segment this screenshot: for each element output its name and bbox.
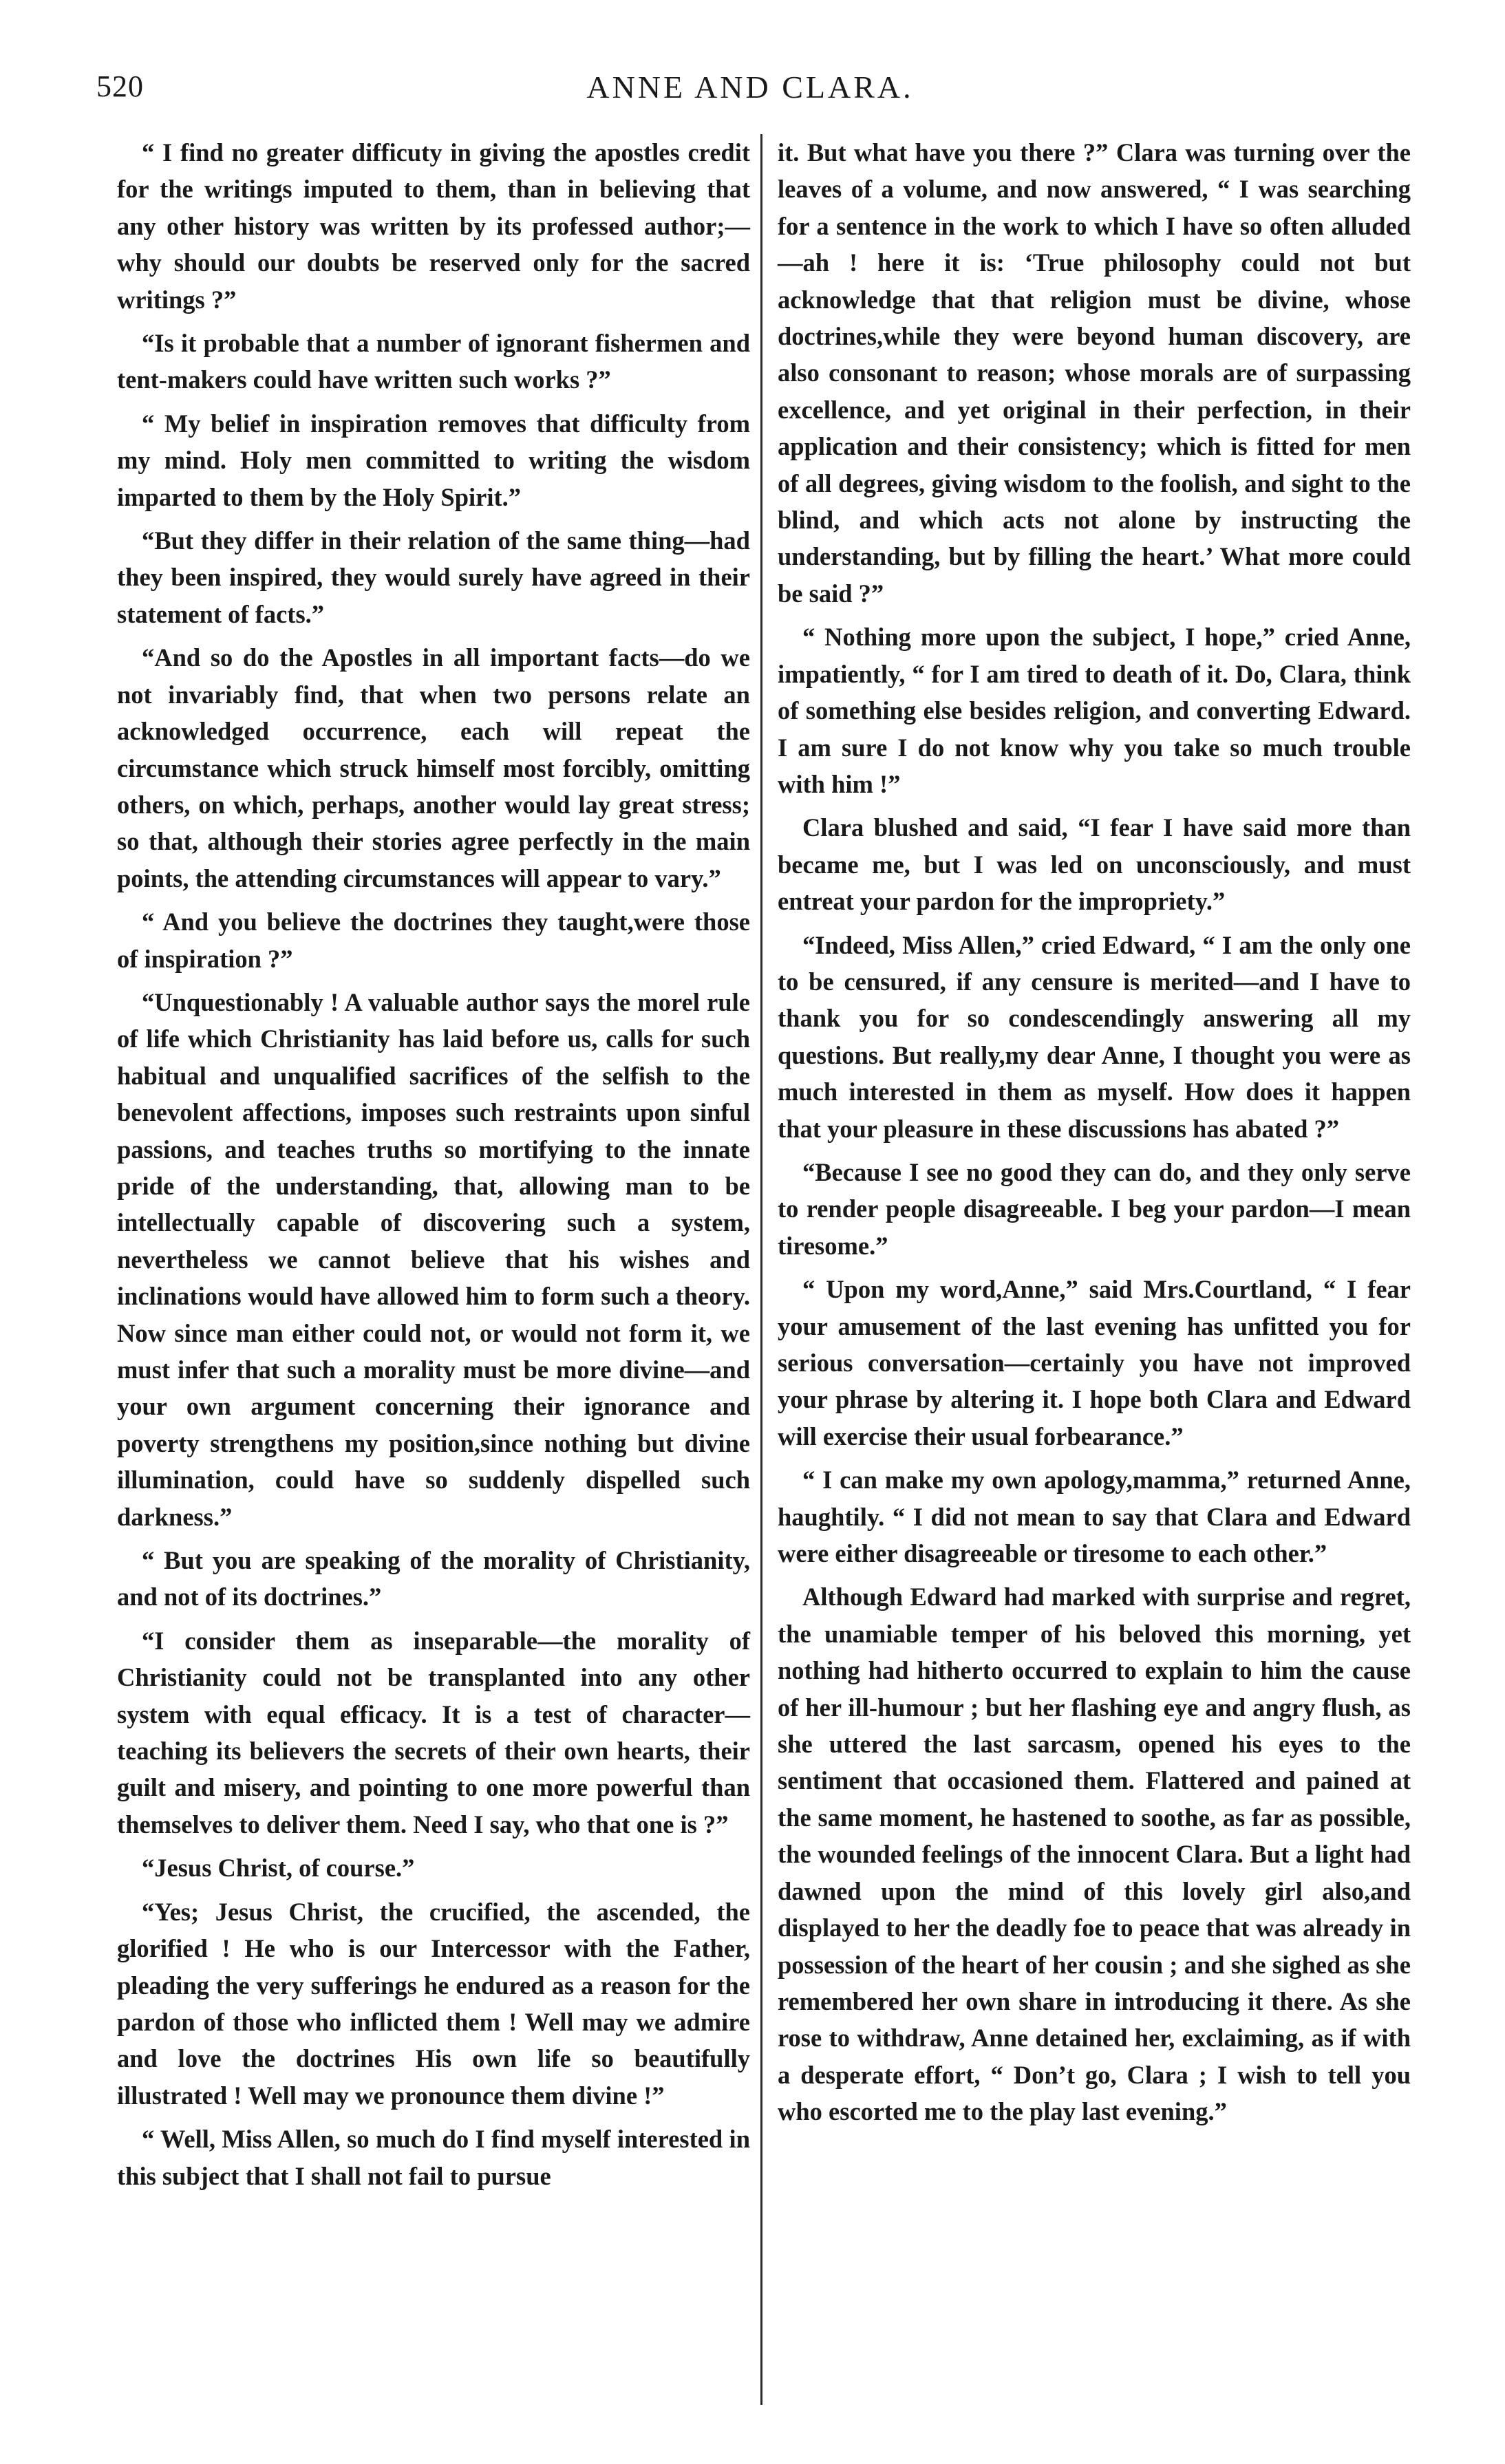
paragraph: Although Edward had marked with surprise and regret, the unamiable temper of his beloved this morning, yet nothing had hitherto occurred to explain to him the cause of her ill-humour ; but her flashing eye and angry flush, as she uttered the last sarcasm, opened his eyes to the sentiment that occasioned them. Flattered and pained at the same moment, he hastened to soothe, as far as possible, the wounded feelings of the innocent Clara. But a light had dawned upon the mind of this lovely girl also,and displayed to her the deadly foe to peace that was already in possession of the heart of her cousin ; and she sighed as she remembered her own share in introducing it there. As she rose to withdraw, Anne detained her, exclaiming, as if with a desperate effort, “ Don’t go, Clara ; I wish to tell you who escorted me to the play last evening.” bbox=[778, 1583, 1411, 2126]
paragraph: “ Well, Miss Allen, so much do I find myself interested in this subject that I shall not fail to pursue bbox=[117, 2125, 750, 2190]
paragraph: “I consider them as inseparable—the morality of Christianity could not be transplanted into any other system with equal efficacy. It is a test of character—teaching its believers the secrets of their own hearts, their guilt and misery, and pointing to one more powerful than themselves to deliver them. Need I say, who that one is ?” bbox=[117, 1626, 750, 1839]
paragraph: “ My belief in inspiration removes that difficulty from my mind. Holy men committed to writing the wisdom imparted to them by the Holy Spirit.” bbox=[117, 409, 750, 511]
paragraph: Clara blushed and said, “I fear I have said more than became me, but I was led on unconsciously, and must entreat your pardon for the impropriety.” bbox=[778, 813, 1411, 916]
paragraph: “Because I see no good they can do, and they only serve to render people disagreeable. I beg your pardon—I mean tiresome.” bbox=[778, 1157, 1411, 1260]
paragraph: “Is it probable that a number of ignorant fishermen and tent-makers could have written such works ?” bbox=[117, 329, 750, 394]
paragraph: “ Upon my word,Anne,” said Mrs.Courtland, “ I fear your amusement of the last evening has unfitted you for serious conversation—certainly you have not improved your phrase by altering it. I hope both Clara and Edward will exercise their usual forbearance.” bbox=[778, 1275, 1411, 1450]
paragraph: “And so do the Apostles in all important facts—do we not invariably find, that when two persons relate an acknowledged occurrence, each will repeat the circumstance which struck himself most forcibly, omitting others, on which, perhaps, another would lay great stress; so that, although their stories agree perfectly in the main points, the attending circumstances will appear to vary.” bbox=[117, 643, 750, 892]
paragraph: “Unquestionably ! A valuable author says the morel rule of life which Christianity has laid before us, calls for such habitual and unqualified sacrifices of the selfish to the benevolent affections, imposes such restraints upon sinful passions, and teaches truths so mortifying to the innate pride of the understanding, that, allowing man to be intellectually capable of discovering such a system, nevertheless we cannot believe that his wishes and inclinations would have allowed him to form such a theory. Now since man either could not, or would not form it, we must infer that such a morality must be more divine—and your own argument concerning their ignorance and poverty strengthens my position,since nothing but divine illumination, could have so suddenly dispelled such darkness.” bbox=[117, 987, 750, 1531]
paragraph: “ And you believe the doctrines they taught,were those of inspiration ?” bbox=[117, 908, 750, 973]
paragraph: “Jesus Christ, of course.” bbox=[142, 1854, 415, 1883]
running-title: ANNE AND CLARA. bbox=[586, 69, 914, 105]
paragraph: “ I find no greater difficuty in giving the apostles credit for the writings imputed to them, than in believing that any other history was written by its professed author;—why should our doubts be reserved only for the sacred writings ?” bbox=[117, 138, 750, 314]
left-column bbox=[117, 134, 750, 2201]
paragraph: “Yes; Jesus Christ, the crucified, the ascended, the glorified ! He who is our Intercessor with the Father, pleading the very sufferings he endured as a reason for the pardon of those who inflicted them ! Well may we admire and love the doctrines His own life so beautifully illustrated ! Well may we pronounce them divine !” bbox=[117, 1897, 750, 2110]
paragraph: “Indeed, Miss Allen,” cried Edward, “ I am the only one to be censured, if any censure is merited—and I have to thank you for so condescendingly answering all my questions. But really,my dear Anne, I thought you were as much interested in them as myself. How does it happen that your pleasure in these discussions has abated ?” bbox=[778, 930, 1411, 1143]
page-number: 520 bbox=[96, 69, 144, 103]
page-header bbox=[96, 69, 1404, 117]
paragraph: “ Nothing more upon the subject, I hope,” cried Anne, impatiently, “ for I am tired to death of it. Do, Clara, think of something else besides religion, and converting Edward. I am sure I do not know why you take so much trouble with him !” bbox=[778, 623, 1411, 798]
paragraph: “But they differ in their relation of the same thing—had they been inspired, they would surely have agreed in their statement of facts.” bbox=[117, 526, 750, 628]
column-divider bbox=[760, 134, 762, 2405]
paragraph: “ I can make my own apology,mamma,” returned Anne, haughtily. “ I did not mean to say that Clara and Edward were either disagreeable or tiresome to each other.” bbox=[778, 1466, 1411, 1568]
paragraph-continued: it. But what have you there ?” Clara was turning over the leaves of a volume, and now answered, “ I was searching for a sentence in the work to which I have so often alluded—ah ! here it is: ‘True philosophy could not but acknowledge that that religion must be divine, whose doctrines,while they were beyond human discovery, are also consonant to reason; whose morals are of surpassing excellence, and yet original in their perfection, in their application and their consistency; which is fitted for men of all degrees, giving wisdom to the foolish, and sight to the blind, and which acts not alone by instructing the understanding, but by filling the heart.’ What more could be said ?” bbox=[778, 138, 1411, 608]
paragraph: “ But you are speaking of the morality of Christianity, and not of its doctrines.” bbox=[117, 1546, 750, 1611]
right-column bbox=[778, 134, 1411, 2137]
